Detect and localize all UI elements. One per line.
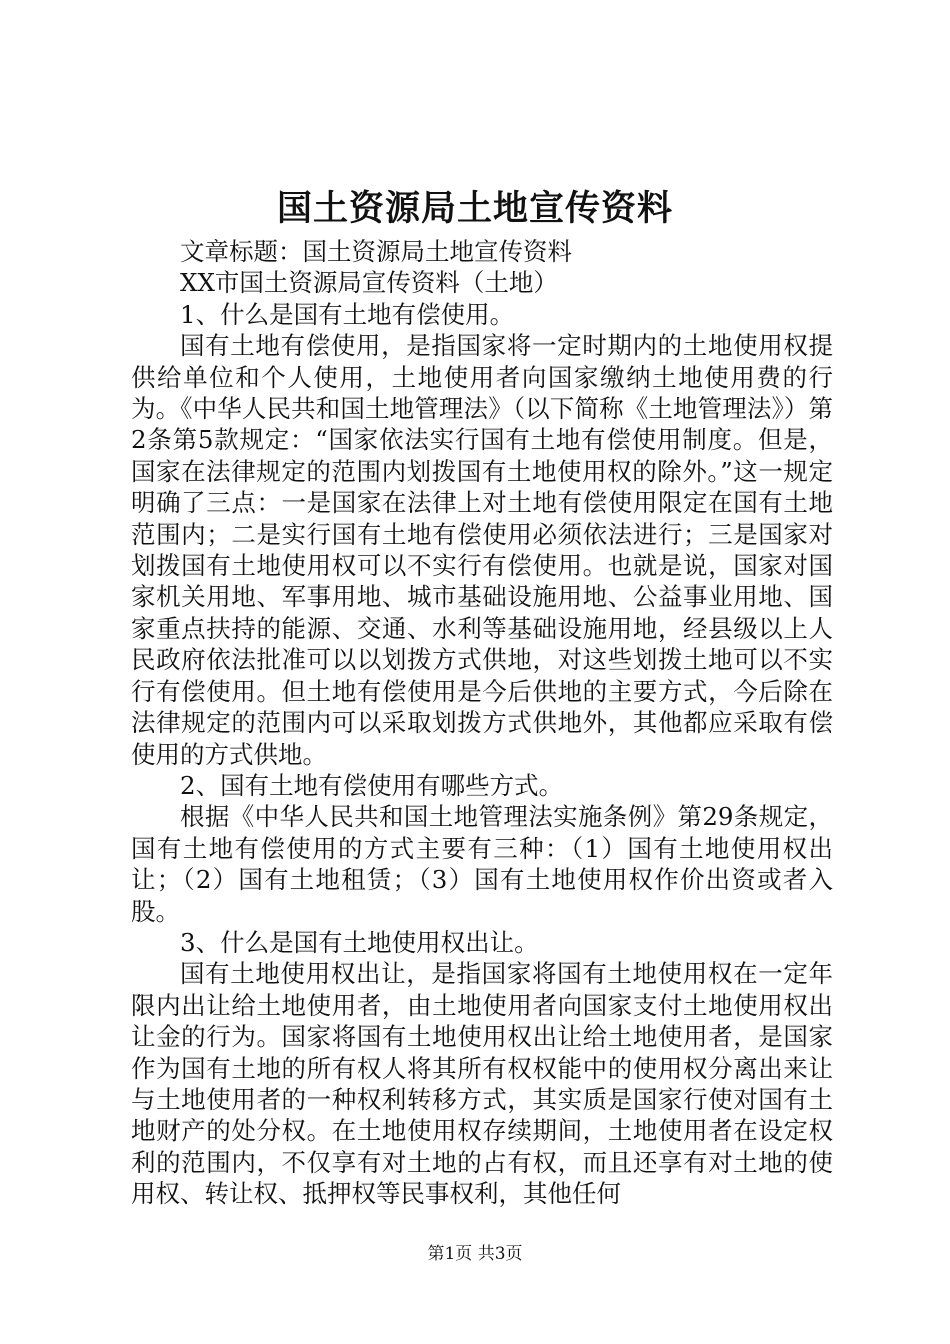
section-heading-2: 2、国有土地有偿使用有哪些方式。 [180,770,564,800]
article-title-line: 文章标题：国土资源局土地宣传资料 [180,237,572,266]
section-heading-1: 1、什么是国有土地有偿使用。 [180,299,515,329]
paragraph-2: 根据《中华人民共和国土地管理法实施条例》第29条规定，国有土地有偿使用的方式主要有三种：（1）国有土地使用权出让；（2）国有土地租赁；（3）国有土地使用权作价出资或者入股。 [131,802,833,926]
document-title: 国土资源局土地宣传资料 [276,188,673,229]
paragraph-3: 国有土地使用权出让，是指国家将国有土地使用权在一定年限内出让给土地使用者，由土地使用者向国家支付土地使用权出让金的行为。国家将国有土地使用权出让给土地使用者，是国家作为国有土地的所有权人将其所有权权能中的使用权分离出来让与土地使用者的一种权利转移方式，其实质是国家行使对国有土地财产的处分权。在土地使用权存续期间，土地使用者在设定权利的范围内，不仅享有对土地的占有权，而且还享有对土地的使用权、转让权、抵押权等民事权利，其他任何 [131,959,833,1209]
subtitle-line: XX市国土资源局宣传资料（土地） [180,268,558,298]
document-body [131,236,833,1210]
paragraph-1: 国有土地有偿使用，是指国家将一定时期内的土地使用权提供给单位和个人使用，土地使用者向国家缴纳土地使用费的行为。《中华人民共和国土地管理法》（以下简称《土地管理法》）第2条第5款规定：“国家依法实行国有土地有偿使用制度。但是，国家在法律规定的范围内划拨国有土地使用权的除外。”这一规定明确了三点：一是国家在法律上对土地有偿使用限定在国有土地范围内；二是实行国有土地有偿使用必须依法进行；三是国家对划拨国有土地使用权可以不实行有偿使用。也就是说，国家对国家机关用地、军事用地、城市基础设施用地、公益事业用地、国家重点扶持的能源、交通、水利等基础设施用地，经县级以上人民政府依法批准可以以划拨方式供地，对这些划拨土地可以不实行有偿使用。但土地有偿使用是今后供地的主要方式，今后除在法律规定的范围内可以采取划拨方式供地外，其他都应采取有偿使用的方式供地。 [131,331,833,769]
section-heading-3: 3、什么是国有土地使用权出让。 [180,927,539,957]
page-footer: 第1页 共3页 [427,1244,523,1264]
